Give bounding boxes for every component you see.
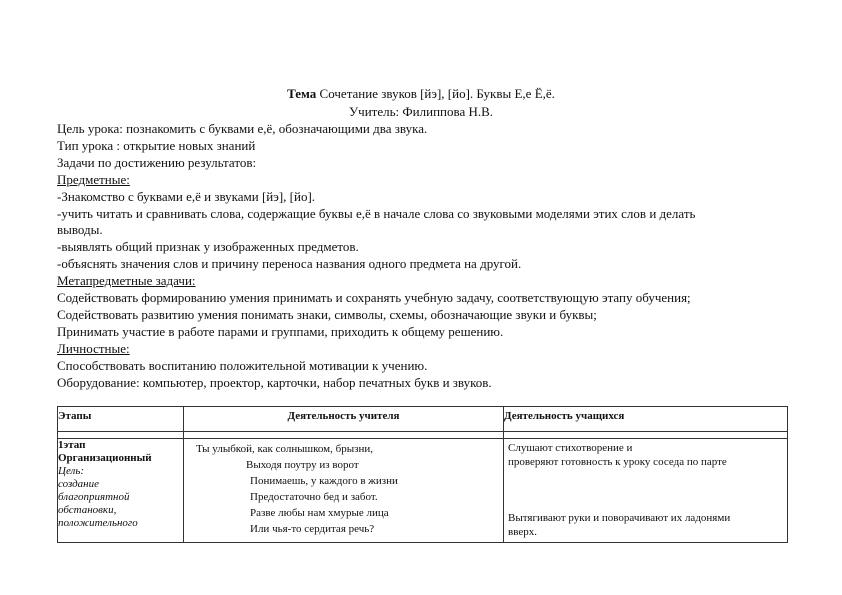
topic-label: Тема bbox=[287, 86, 317, 101]
stage-goal-line: обстановки, bbox=[58, 504, 117, 516]
lesson-topic bbox=[0, 86, 842, 102]
table-header-row bbox=[58, 407, 788, 432]
poem-line: Ты улыбкой, как солнышком, брызни, bbox=[196, 443, 373, 455]
poem-line: Разве любы нам хмурые лица bbox=[250, 507, 389, 519]
stage-number: 1этап bbox=[58, 439, 86, 451]
subject-item-2-cont: выводы. bbox=[57, 222, 103, 237]
table-row bbox=[58, 439, 788, 543]
tasks-heading: Задачи по достижению результатов: bbox=[57, 155, 257, 170]
poem-line: Или чья-то сердитая речь? bbox=[250, 523, 375, 535]
pupil-line: Слушают стихотворение и bbox=[508, 442, 633, 454]
meta-item-1: Содействовать формированию умения принимать и сохранять учебную задачу, соответствующую этапу обучения; bbox=[57, 290, 691, 305]
meta-item-3: Принимать участие в работе парами и группами, приходить к общему решению. bbox=[57, 324, 504, 339]
equipment-line: Оборудование: компьютер, проектор, карточки, набор печатных букв и звуков. bbox=[57, 375, 492, 390]
topic-text: Сочетание звуков [йэ], [йо]. Буквы Е,е Ё,ё. bbox=[316, 86, 555, 101]
pupil-activity-cell bbox=[504, 439, 788, 543]
lesson-goal: Цель урока: познакомить с буквами е,ё, обозначающими два звука. bbox=[57, 121, 428, 136]
poem-line: Выходя поутру из ворот bbox=[246, 459, 359, 471]
table-spacer-row bbox=[58, 432, 788, 439]
subject-item-1: -Знакомство с буквами е,ё и звуками [йэ], [йо]. bbox=[57, 189, 316, 204]
header-stages: Этапы bbox=[58, 407, 184, 432]
personal-item-1: Способствовать воспитанию положительной мотивации к учению. bbox=[57, 358, 428, 373]
stage-name: Организационный bbox=[58, 452, 152, 464]
subject-item-4: -объяснять значения слов и причину переноса названия одного предмета на другой. bbox=[57, 256, 522, 271]
pupil-line: проверяют готовность к уроку соседа по парте bbox=[508, 456, 727, 468]
stage-goal-line: благоприятной bbox=[58, 491, 130, 503]
personal-heading: Личностные: bbox=[57, 341, 130, 356]
stage-goal-line: положительного bbox=[58, 517, 138, 529]
meta-item-2: Содействовать развитию умения понимать знаки, символы, схемы, обозначающие звуки и буквы; bbox=[57, 307, 597, 322]
pupil-line: Вытягивают руки и поворачивают их ладонями bbox=[508, 512, 731, 524]
header-teacher-activity: Деятельность учителя bbox=[184, 407, 504, 432]
stage-goal-line: Цель: bbox=[58, 465, 85, 477]
meta-heading: Метапредметные задачи: bbox=[57, 273, 196, 288]
lesson-table bbox=[57, 406, 788, 543]
poem-line: Понимаешь, у каждого в жизни bbox=[250, 475, 398, 487]
poem-line: Предостаточно бед и забот. bbox=[250, 491, 378, 503]
stage-cell bbox=[58, 439, 184, 543]
subject-heading: Предметные: bbox=[57, 172, 130, 187]
stage-goal-line: создание bbox=[58, 478, 100, 490]
subject-item-3: -выявлять общий признак у изображенных предметов. bbox=[57, 239, 359, 254]
pupil-line: вверх. bbox=[508, 526, 537, 538]
header-pupil-activity: Деятельность учащихся bbox=[504, 407, 788, 432]
teacher-activity-cell bbox=[184, 439, 504, 543]
subject-item-2: -учить читать и сравнивать слова, содержащие буквы е,ё в начале слова со звуковыми моделями этих слов и делать bbox=[57, 206, 696, 221]
teacher-line: Учитель: Филиппова Н.В. bbox=[348, 104, 494, 119]
lesson-type: Тип урока : открытие новых знаний bbox=[57, 138, 256, 153]
